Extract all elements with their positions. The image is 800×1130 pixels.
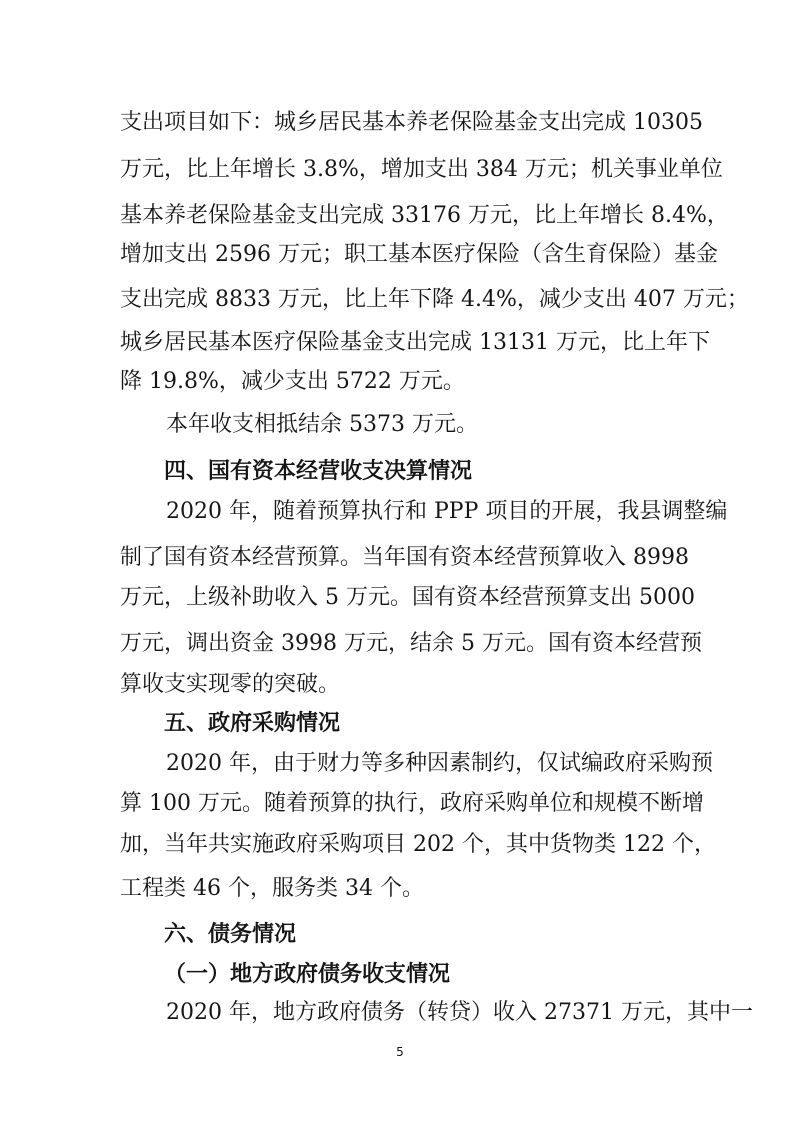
body-line: 万元，上级补助收入 5 万元。国有资本经营预算支出 5000 bbox=[120, 585, 695, 610]
body-line: 支出完成 8833 万元，比上年下降 4.4%，减少支出 407 万元； bbox=[120, 287, 749, 312]
body-line: 加，当年共实施政府采购项目 202 个，其中货物类 122 个， bbox=[120, 832, 716, 857]
body-line: 2020 年，地方政府债务（转贷）收入 27371 万元，其中一 bbox=[166, 1000, 753, 1025]
body-line: 万元，调出资金 3998 万元，结余 5 万元。国有资本经营预 bbox=[120, 631, 702, 656]
page-number: 5 bbox=[396, 1045, 404, 1059]
paragraph-balance: 本年收支相抵结余 5373 万元。 bbox=[166, 412, 478, 437]
body-line: 城乡居民基本医疗保险基金支出完成 13131 万元，比上年下 bbox=[120, 330, 710, 355]
section-heading-6: 六、债务情况 bbox=[164, 921, 297, 947]
body-line: 2020 年，由于财力等多种因素制约，仅试编政府采购预 bbox=[166, 751, 713, 776]
body-line: 算 100 万元。随着预算的执行，政府采购单位和规模不断增 bbox=[120, 791, 704, 816]
subsection-heading: （一）地方政府债务收支情况 bbox=[164, 961, 451, 987]
body-line-end: 算收支实现零的突破。 bbox=[120, 672, 341, 697]
section-heading-5: 五、政府采购情况 bbox=[164, 710, 341, 736]
body-line: 基本养老保险基金支出完成 33176 万元，比上年增长 8.4%， bbox=[120, 203, 729, 228]
body-line-end: 工程类 46 个，服务类 34 个。 bbox=[120, 876, 424, 901]
body-line: 支出项目如下：城乡居民基本养老保险基金支出完成 10305 bbox=[120, 110, 703, 135]
body-line-end: 降 19.8%，减少支出 5722 万元。 bbox=[120, 369, 465, 394]
body-line: 增加支出 2596 万元；职工基本医疗保险（含生育保险）基金 bbox=[120, 242, 718, 267]
body-line: 2020 年，随着预算执行和 PPP 项目的开展，我县调整编 bbox=[166, 499, 728, 524]
body-line: 万元，比上年增长 3.8%，增加支出 384 万元；机关事业单位 bbox=[120, 157, 723, 182]
section-heading-4: 四、国有资本经营收支决算情况 bbox=[164, 458, 473, 484]
body-line: 制了国有资本经营预算。当年国有资本经营预算收入 8998 bbox=[120, 545, 689, 570]
